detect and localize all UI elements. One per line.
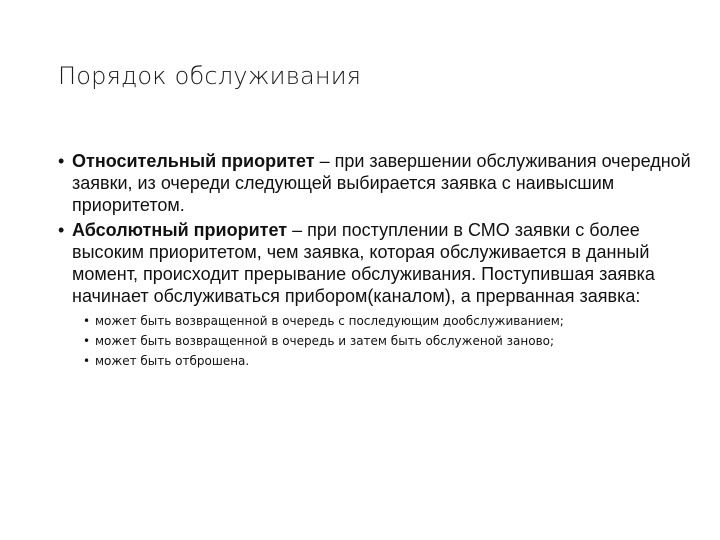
sub-bullet-item [83,333,698,350]
bullet-term: Абсолютный приоритет [72,220,288,240]
sub-bullet-list [83,313,698,370]
sub-bullet-dot: • [83,354,91,368]
sub-bullet-item [83,353,698,370]
bullet-absolute-priority [58,219,698,307]
bullet-text: – при завершении обслуживания очередной заявки, из очереди следующей выбирается заявка с наивысшим приоритетом. [72,151,691,215]
bullet-dot: • [58,151,65,171]
slide-content [58,150,698,373]
slide-title: Порядок обслуживания [58,62,362,90]
bullet-relative-priority [58,150,698,216]
sub-bullet-text: может быть возвращенной в очередь и затем быть обслуженой заново; [95,334,555,348]
sub-bullet-item [83,313,698,330]
bullet-text: – при поступлении в СМО заявки с более высоким приоритетом, чем заявка, которая обслуживается в данный момент, происходит прерывание обслуживания. Поступившая заявка начинает обслуживаться прибором(каналом), а прерванная заявка: [72,220,655,306]
bullet-dot: • [58,220,65,240]
bullet-term: Относительный приоритет [72,151,315,171]
sub-bullet-dot: • [83,314,91,328]
sub-bullet-dot: • [83,334,91,348]
sub-bullet-text: может быть отброшена. [95,354,250,368]
sub-bullet-text: может быть возвращенной в очередь с последующим дообслуживанием; [95,314,564,328]
